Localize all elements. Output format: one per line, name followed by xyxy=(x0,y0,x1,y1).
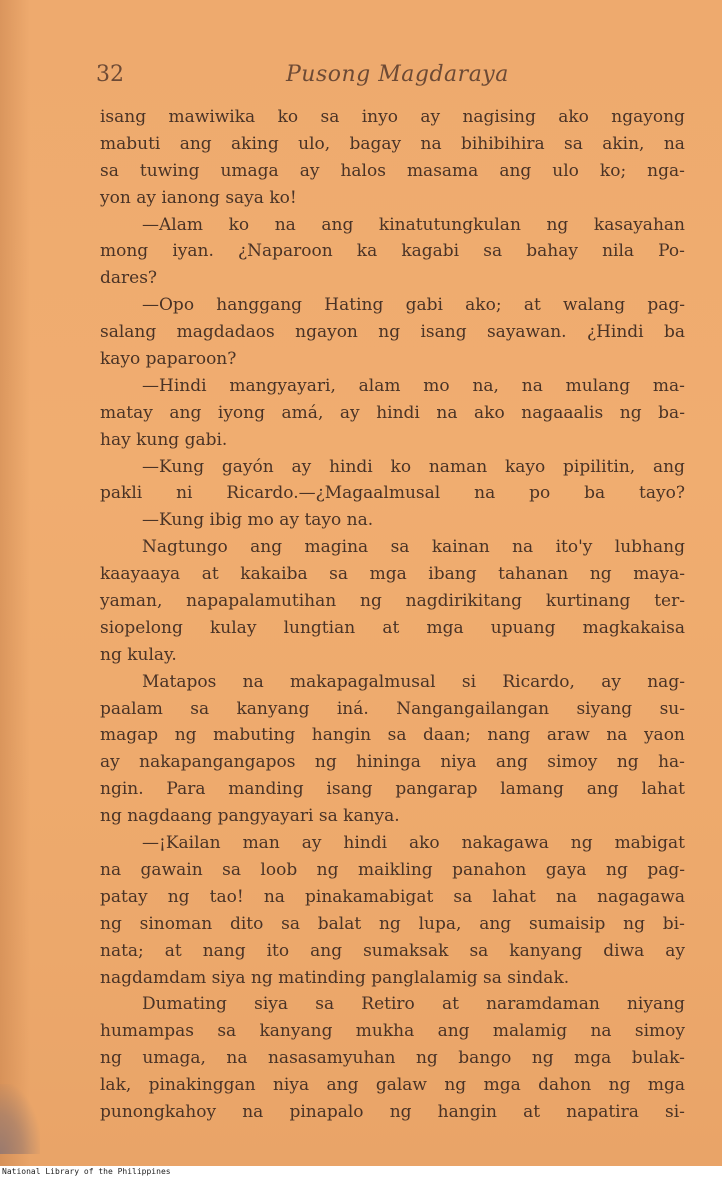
text-line: Matapos na makapagalmusal si Ricardo, ay nag- xyxy=(142,671,685,692)
text-line: ngin. Para manding isang pangarap lamang ang lahat xyxy=(100,779,685,800)
text-line: ng umaga, na nasasamyuhan ng bango ng mga bulak- xyxy=(100,1048,685,1069)
text-line: —Hindi mangyayari, alam mo na, na mulang ma- xyxy=(142,375,685,396)
text-line: Nagtungo ang magina sa kainan na ito'y lubhang xyxy=(142,537,685,558)
text-line: —Opo hanggang Hating gabi ako; at walang pag- xyxy=(142,295,685,316)
text-line: kayo paparoon? xyxy=(100,349,237,370)
text-line: ng sinoman dito sa balat ng lupa, ang sumaisip ng bi- xyxy=(100,913,685,934)
text-line: siopelong kulay lungtian at mga upuang magkakaisa xyxy=(100,617,685,638)
text-line: yaman, napapalamutihan ng nagdirikitang kurtinang ter- xyxy=(100,591,685,612)
text-line: punongkahoy na pinapalo ng hangin at napatira si- xyxy=(100,1101,685,1122)
text-line: pakli ni Ricardo.—¿Magaalmusal na po ba tayo? xyxy=(100,483,685,504)
text-line: ng nagdaang pangyayari sa kanya. xyxy=(100,806,400,827)
text-line: paalam sa kanyang iná. Nangangailangan siyang su- xyxy=(100,698,685,719)
text-line: isang mawiwika ko sa inyo ay nagising ako ngayong xyxy=(100,107,685,127)
text-line: —Alam ko na ang kinatutungkulan ng kasayahan xyxy=(142,214,685,235)
text-line: mabuti ang aking ulo, bagay na bihibihira sa akin, na xyxy=(100,133,685,154)
text-line: sa tuwing umaga ay halos masama ang ulo ko; nga- xyxy=(100,160,685,181)
page-header xyxy=(96,62,686,96)
body-text xyxy=(100,104,685,1126)
text-line: yon ay ianong saya ko! xyxy=(100,187,297,208)
text-line: salang magdadaos ngayon ng isang sayawan. ¿Hindi ba xyxy=(100,322,685,343)
text-line: —¡Kailan man ay hindi ako nakagawa ng mabigat xyxy=(142,833,685,854)
page-number: 32 xyxy=(96,62,124,87)
text-line: mong iyan. ¿Naparoon ka kagabi sa bahay nila Po- xyxy=(100,241,685,262)
footer-bar xyxy=(0,1166,722,1178)
text-line: dares? xyxy=(100,268,158,289)
footer-credit: National Library of the Philippines xyxy=(2,1167,171,1176)
text-line: matay ang iyong amá, ay hindi na ako nagaaalis ng ba- xyxy=(100,402,685,423)
text-line: ng kulay. xyxy=(100,644,177,665)
corner-stain xyxy=(0,1084,40,1154)
text-line: lak, pinakinggan niya ang galaw ng mga dahon ng mga xyxy=(100,1075,685,1096)
text-line: kaayaaya at kakaiba sa mga ibang tahanan ng maya- xyxy=(100,564,685,585)
text-line: na gawain sa loob ng maikling panahon gaya ng pag- xyxy=(100,859,685,880)
text-line: humampas sa kanyang mukha ang malamig na simoy xyxy=(100,1021,685,1042)
text-line: magap ng mabuting hangin sa daan; nang araw na yaon xyxy=(100,725,685,746)
text-line: nagdamdam siya ng matinding panglalamig sa sindak. xyxy=(100,967,570,988)
text-line: —Kung gayón ay hindi ko naman kayo pipilitin, ang xyxy=(142,456,685,477)
text-line: ay nakapangangapos ng hininga niya ang simoy ng ha- xyxy=(100,752,685,773)
text-line: nata; at nang ito ang sumaksak sa kanyang diwa ay xyxy=(100,940,685,961)
text-line: —Kung ibig mo ay tayo na. xyxy=(142,510,374,531)
running-title: Pusong Magdaraya xyxy=(286,62,509,87)
text-line: patay ng tao! na pinakamabigat sa lahat na nagagawa xyxy=(100,886,685,907)
binding-shadow xyxy=(0,0,30,1166)
text-line: hay kung gabi. xyxy=(100,429,228,450)
text-line: Dumating siya sa Retiro at naramdaman niyang xyxy=(142,994,685,1015)
